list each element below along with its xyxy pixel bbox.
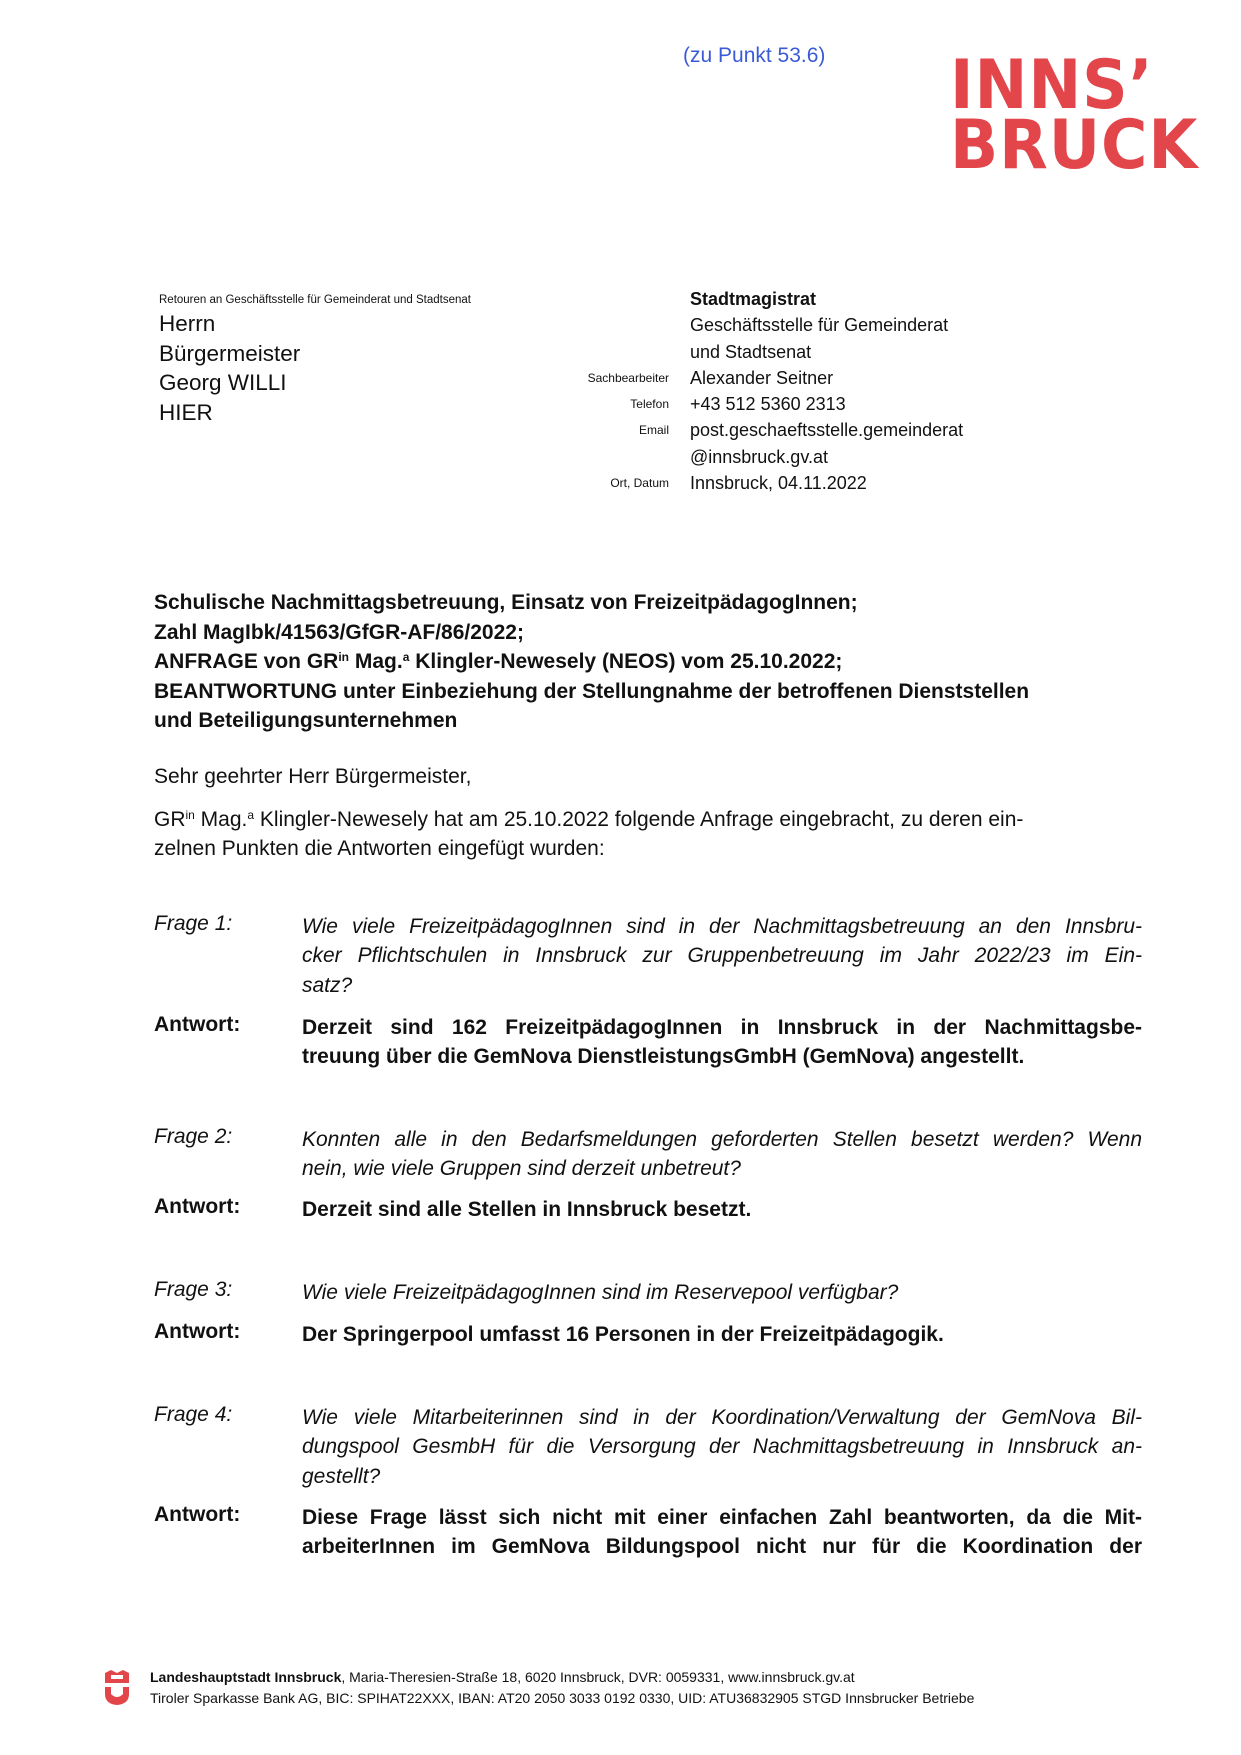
logo-line-2: BRUCK xyxy=(950,106,1199,185)
answer-text: Derzeit sind alle Stellen in Innsbruck besetzt. xyxy=(302,1198,752,1221)
answer-label: Antwort: xyxy=(154,1195,241,1218)
sender-dept: und Stadtsenat xyxy=(690,341,812,362)
footer-line-2: Tiroler Sparkasse Bank AG, BIC: SPIHAT22XXX, IBAN: AT20 2050 3033 0192 0330, UID: ATU36832905 STGD Innsbrucker Betriebe xyxy=(150,1690,975,1706)
sender-place-date: Innsbruck, 04.11.2022 xyxy=(690,473,867,494)
answer-text: Der Springerpool umfasst 16 Personen in der Freizeitpädagogik. xyxy=(302,1323,944,1346)
answer-text: Derzeit sind 162 FreizeitpädagogInnen in Innsbruck in der Nachmittagsbe- treuung über die GemNova DienstleistungsGmbH (GemNova) angestellt. xyxy=(302,1016,1142,1069)
question-text: Wie viele FreizeitpädagogInnen sind in der Nachmittagsbetreuung an den Innsbru- cker Pflichtschulen in Innsbruck zur Gruppenbetreuung im Jahr 2022/23 im Ein- satz? xyxy=(302,915,1142,997)
recipient-line: Bürgermeister xyxy=(159,340,301,366)
intro-paragraph: $GR^{in}$ Mag.$^a$ Klingler-Newesely hat am 25.10.2022 folgende Anfrage eingebracht, zu deren ein- zelnen Punkten die Antworten eingefügt wurden: xyxy=(154,808,1024,860)
answer-label: Antwort: xyxy=(154,1503,241,1526)
subject-line: BEANTWORTUNG unter Einbeziehung der Stellungnahme der betroffenen Dienststellen xyxy=(154,679,1030,703)
sender-clerk: Alexander Seitner xyxy=(690,367,834,388)
innsbruck-logo xyxy=(950,46,1199,185)
recipient-line: Herrn xyxy=(159,311,216,336)
logo-line-1: INNS’ xyxy=(950,46,1154,125)
question-text: Wie viele FreizeitpädagogInnen sind im Reservepool verfügbar? xyxy=(302,1281,899,1304)
recipient-line: HIER xyxy=(159,399,213,425)
recipient-line: Georg WILLI xyxy=(159,370,287,395)
sender-email: post.geschaeftsstelle.gemeinderat xyxy=(690,420,964,441)
subject-line: ANFRAGE von $GR^{in}$ Mag.$^a$ Klingler-Newesely (NEOS) vom 25.10.2022; xyxy=(154,650,843,673)
subject-line: und Beteiligungsunternehmen xyxy=(154,709,458,732)
question-label: Frage 2: xyxy=(154,1125,233,1148)
agenda-item-note: (zu Punkt 53.6) xyxy=(683,44,826,67)
question-text: Konnten alle in den Bedarfsmeldungen geforderten Stellen besetzt werden? Wenn nein, wie viele Gruppen sind derzeit unbetreut? xyxy=(302,1128,1142,1181)
label-email: Email xyxy=(638,423,669,437)
question-text: Wie viele Mitarbeiterinnen sind in der Koordination/Verwaltung der GemNova Bil- dungspool GesmbH für die Versorgung der Nachmittagsbetreuung in Innsbruck an- gestellt? xyxy=(302,1406,1142,1488)
innsbruck-crest-icon xyxy=(103,1670,131,1706)
sender-org: Stadtmagistrat xyxy=(690,289,817,309)
sender-block xyxy=(690,286,963,496)
subject-line: Schulische Nachmittagsbetreuung, Einsatz von FreizeitpädagogInnen; xyxy=(154,591,858,614)
answer-label: Antwort: xyxy=(154,1320,241,1343)
footer-line-1: Landeshauptstadt Innsbruck, Maria-Theresien-Straße 18, 6020 Innsbruck, DVR: 0059331, www.innsbruck.gv.at xyxy=(150,1669,855,1685)
recipient-block xyxy=(159,309,300,427)
label-clerk: Sachbearbeiter xyxy=(587,371,669,385)
sender-phone: +43 512 5360 2313 xyxy=(690,394,846,415)
question-label: Frage 3: xyxy=(154,1278,233,1301)
question-label: Frage 1: xyxy=(154,912,233,935)
footer xyxy=(150,1667,974,1709)
answer-text: Diese Frage lässt sich nicht mit einer einfachen Zahl beantworten, da die Mit- arbeiterInnen im GemNova Bildungspool nicht nur für die Koordination der xyxy=(302,1506,1142,1559)
subject-block xyxy=(154,588,1144,736)
label-place-date: Ort, Datum xyxy=(610,476,669,490)
return-address: Retouren an Geschäftsstelle für Gemeinderat und Stadtsenat xyxy=(159,294,471,306)
sender-dept: Geschäftsstelle für Gemeinderat xyxy=(690,315,949,336)
greeting: Sehr geehrter Herr Bürgermeister, xyxy=(154,765,472,788)
label-phone: Telefon xyxy=(630,397,669,411)
question-label: Frage 4: xyxy=(154,1403,233,1426)
subject-line: Zahl MagIbk/41563/GfGR-AF/86/2022; xyxy=(154,620,524,644)
answer-label: Antwort: xyxy=(154,1013,241,1036)
sender-email: @innsbruck.gv.at xyxy=(690,446,828,467)
